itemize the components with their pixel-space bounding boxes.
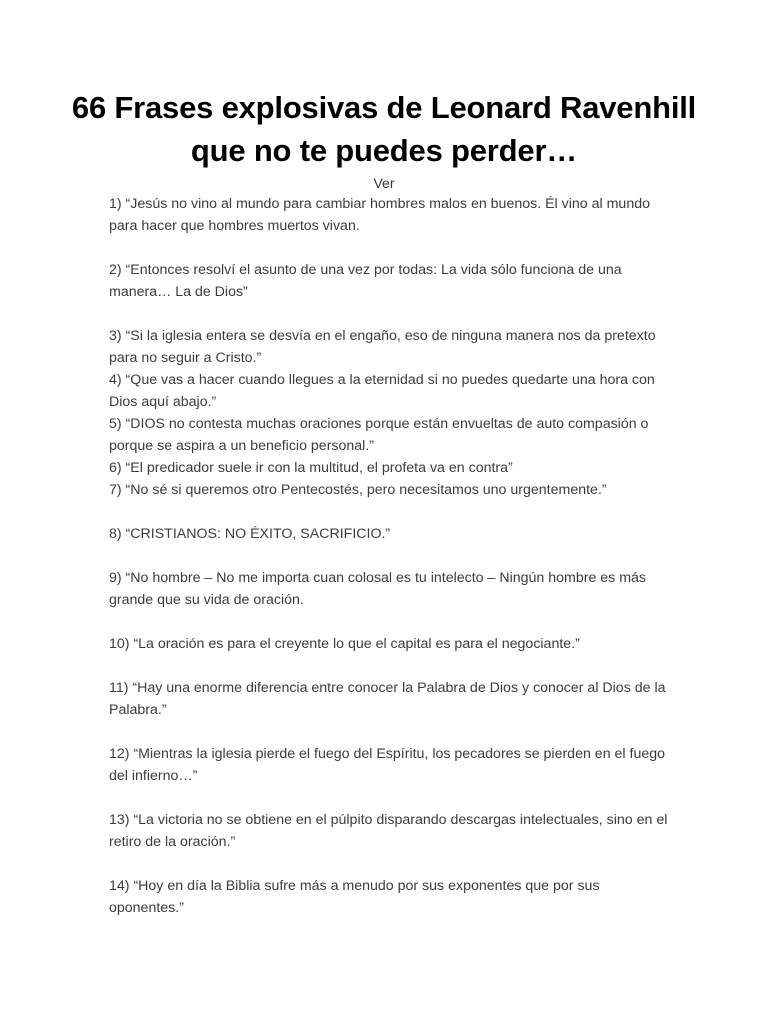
quote-item: 5) “DIOS no contesta muchas oraciones porque están envueltas de auto compasión o porque se aspira a un beneficio personal.” bbox=[109, 416, 649, 454]
view-link[interactable]: Ver bbox=[373, 175, 395, 191]
quote-item: 10) “La oración es para el creyente lo que el capital es para el negociante.” bbox=[109, 636, 580, 652]
quote-item: 2) “Entonces resolví el asunto de una vez por todas: La vida sólo funciona de una manera… La de Dios” bbox=[109, 262, 622, 300]
quote-item: 6) “El predicador suele ir con la multitud, el profeta va en contra” bbox=[109, 460, 513, 476]
quote-item: 11) “Hay una enorme diferencia entre conocer la Palabra de Dios y conocer al Dios de la Palabra.” bbox=[109, 680, 666, 718]
quote-item: 12) “Mientras la iglesia pierde el fuego del Espíritu, los pecadores se pierden en el fuego del infierno…” bbox=[109, 746, 666, 784]
quote-item: 13) “La victoria no se obtiene en el púlpito disparando descargas intelectuales, sino en el retiro de la oración.” bbox=[109, 812, 668, 850]
quote-item: 4) “Que vas a hacer cuando llegues a la eternidad si no puedes quedarte una hora con Dios aquí abajo.” bbox=[109, 372, 655, 410]
quote-item: 3) “Si la iglesia entera se desvía en el engaño, eso de ninguna manera nos da pretexto para no seguir a Cristo.” bbox=[109, 328, 656, 366]
document-title: 66 Frases explosivas de Leonard Ravenhill que no te puedes perder… bbox=[71, 90, 697, 168]
quote-item: 14) “Hoy en día la Biblia sufre más a menudo por sus exponentes que por sus oponentes.” bbox=[109, 878, 600, 916]
quote-item: 1) “Jesús no vino al mundo para cambiar hombres malos en buenos. Él vino al mundo para hacer que hombres muertos vivan. bbox=[109, 196, 650, 234]
quote-item: 8) “CRISTIANOS: NO ÉXITO, SACRIFICIO.” bbox=[109, 526, 391, 542]
quotes-list bbox=[109, 193, 669, 919]
quote-item: 9) “No hombre – No me importa cuan colosal es tu intelecto – Ningún hombre es más grande que su vida de oración. bbox=[109, 570, 647, 608]
quote-item: 7) “No sé si queremos otro Pentecostés, pero necesitamos uno urgentemente.” bbox=[109, 482, 607, 498]
